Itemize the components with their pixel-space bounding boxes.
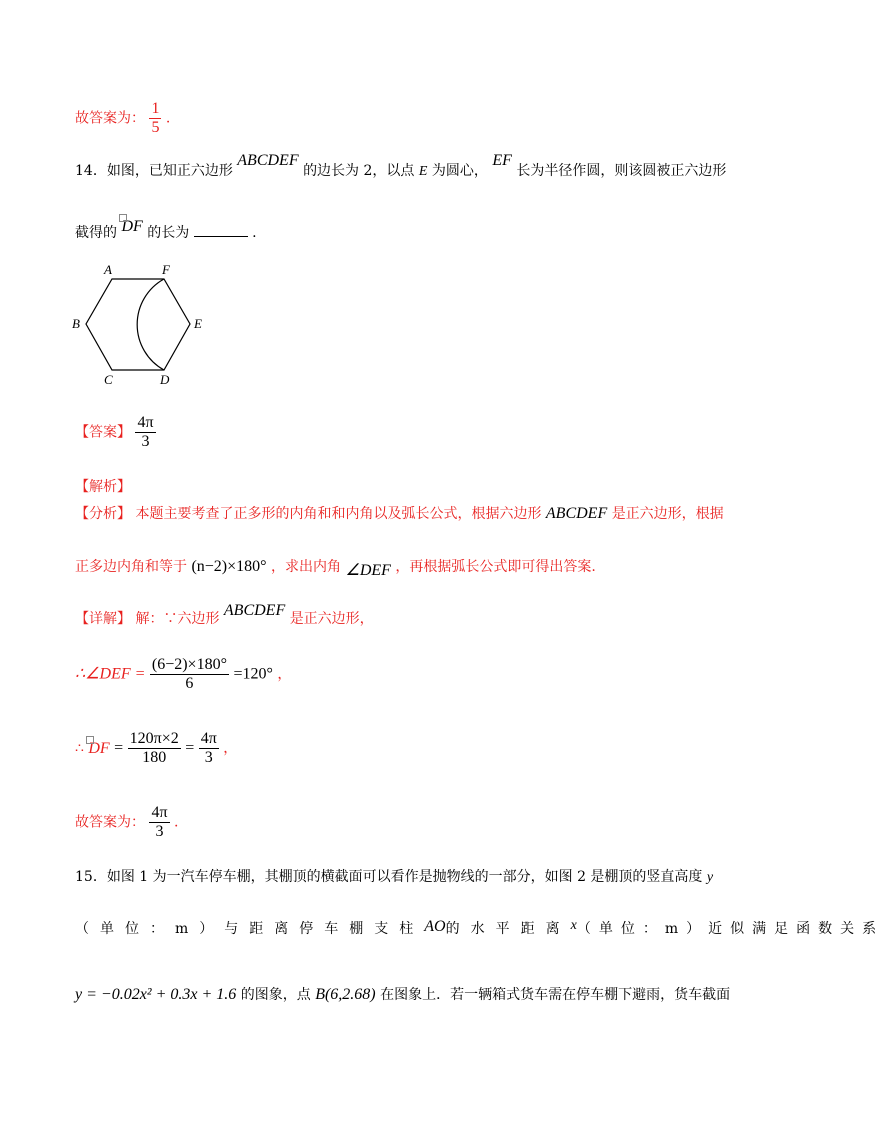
- fenxi-line2-b: ，求出内角: [271, 559, 342, 575]
- label-f: F: [162, 262, 170, 277]
- step2-result-den: 3: [204, 749, 213, 766]
- step2-frac-den: 180: [142, 749, 167, 766]
- q15-line1: [75, 866, 713, 886]
- analysis-label: 【解析】: [75, 479, 131, 495]
- answer-frac-num: 4π: [137, 414, 154, 431]
- answer-blank: [194, 222, 248, 237]
- xiangjie-text2: 是正六边形，: [289, 611, 374, 627]
- step1-fraction: [150, 656, 229, 693]
- label-d: D: [160, 372, 170, 387]
- xiangjie-label: 【详解】: [75, 611, 131, 627]
- q14-question-line1: [75, 152, 727, 180]
- q13-fraction: [149, 100, 161, 137]
- fenxi-label: 【分析】: [75, 506, 131, 522]
- q14-line2-b: 的长为: [147, 225, 190, 241]
- q15-line2-a: （单位：m）与距离停车棚支柱: [75, 921, 425, 937]
- q13-end: .: [165, 110, 171, 127]
- q14-conclusion: [75, 804, 178, 841]
- q15-formula: y = −0.02x² + 0.3x + 1.6: [75, 986, 237, 1003]
- step1-equation: [75, 656, 291, 693]
- step2-result-num: 4π: [200, 730, 217, 747]
- q14-concl-den: 3: [155, 823, 164, 840]
- q15-line3-b: 在图象上．若一辆箱式货车需在停车棚下避雨，货车截面: [380, 987, 731, 1003]
- q13-conclusion-text: 故答案为：: [75, 110, 145, 127]
- q14-conclusion-text: 故答案为：: [75, 814, 145, 831]
- fenxi-line2-a: 正多边内角和等于: [75, 559, 187, 575]
- q14-segment-ef: EF: [492, 152, 512, 169]
- step2-result-fraction: [199, 730, 219, 767]
- q14-text2: 为圆心，: [431, 163, 488, 179]
- arc-df: [137, 279, 164, 370]
- q14-line2-a: 截得的: [75, 225, 117, 241]
- step1-prefix: ∴∠DEF =: [75, 665, 146, 683]
- fenxi-line1: [75, 503, 724, 523]
- q13-frac-den: 5: [151, 119, 160, 136]
- q15-line2: [75, 918, 884, 938]
- hexagon-figure: [66, 262, 216, 390]
- step1-result: =120°: [233, 665, 273, 683]
- q15-ao: AO: [424, 918, 446, 935]
- xiangjie-text: 解：∵六边形: [135, 611, 220, 627]
- step2-eq2: =: [185, 739, 195, 757]
- q14-hexagon-name: ABCDEF: [237, 152, 299, 169]
- q14-question-line2: [75, 218, 257, 242]
- q15-var-x: x: [570, 918, 577, 933]
- step2-fraction: [128, 730, 181, 767]
- step2-arc-df: DF: [88, 739, 110, 757]
- step1-frac-den: 6: [185, 675, 194, 692]
- q14-concl-end: .: [173, 814, 179, 831]
- q14-arc-df: DF: [121, 218, 143, 235]
- label-c: C: [104, 372, 113, 387]
- q13-conclusion: [75, 100, 170, 137]
- q14-line2-end: .: [252, 225, 257, 241]
- fenxi-line2-c: ，再根据弧长公式即可得出答案.: [395, 559, 596, 575]
- step2-frac-num: 120π×2: [129, 730, 179, 747]
- q15-point-b: B(6,2.68): [315, 986, 376, 1003]
- fenxi-hexagon-name: ABCDEF: [545, 505, 608, 522]
- fenxi-text2: 是正六边形，根据: [611, 506, 724, 522]
- step2-equation: [75, 730, 237, 767]
- step1-frac-num: (6−2)×180°: [151, 656, 227, 673]
- fenxi-angle: ∠DEF: [345, 562, 391, 579]
- answer-frac-den: 3: [141, 433, 150, 450]
- q14-concl-num: 4π: [151, 804, 168, 821]
- step2-end: ，: [223, 740, 238, 757]
- q14-number: 14．如图，已知正六边形: [75, 163, 233, 179]
- label-e: E: [194, 316, 202, 331]
- fenxi-formula: (n−2)×180°: [191, 558, 267, 575]
- q15-line3: [75, 984, 730, 1004]
- q15-line3-a: 的图象，点: [240, 987, 311, 1003]
- q15-line2-c: （单位：m）近似满足函数关系: [576, 921, 884, 937]
- q15-var-y: y: [706, 870, 714, 885]
- q15-line2-b: 的水平距离: [445, 921, 571, 937]
- answer-label: 【答案】: [75, 424, 131, 441]
- q14-point-e: E: [418, 164, 428, 179]
- step1-end: ，: [277, 666, 292, 683]
- q14-conclusion-fraction: [149, 804, 169, 841]
- fenxi-line2: [75, 556, 596, 579]
- fenxi-text: 本题主要考查了正多形的内角和和内角以及弧长公式，根据六边形: [135, 506, 542, 522]
- label-a: A: [104, 262, 112, 277]
- xiangjie-line: [75, 602, 374, 628]
- answer-fraction: [135, 414, 155, 451]
- q13-frac-num: 1: [151, 100, 160, 117]
- q15-line1-text: 15．如图 1 为一汽车停车棚，其棚顶的横截面可以看作是抛物线的一部分，如图 2 是棚顶的竖直高度: [75, 869, 703, 885]
- step2-prefix: ∴: [75, 740, 84, 757]
- xiangjie-hexagon-name: ABCDEF: [223, 602, 286, 619]
- step2-eq: =: [114, 739, 124, 757]
- q14-text1: 的边长为 2，以点: [303, 163, 415, 179]
- label-b: B: [72, 316, 80, 331]
- q14-text3: 长为半径作圆，则该圆被正六边形: [516, 163, 727, 179]
- q14-answer: [75, 414, 156, 451]
- hexagon-shape: [86, 279, 190, 370]
